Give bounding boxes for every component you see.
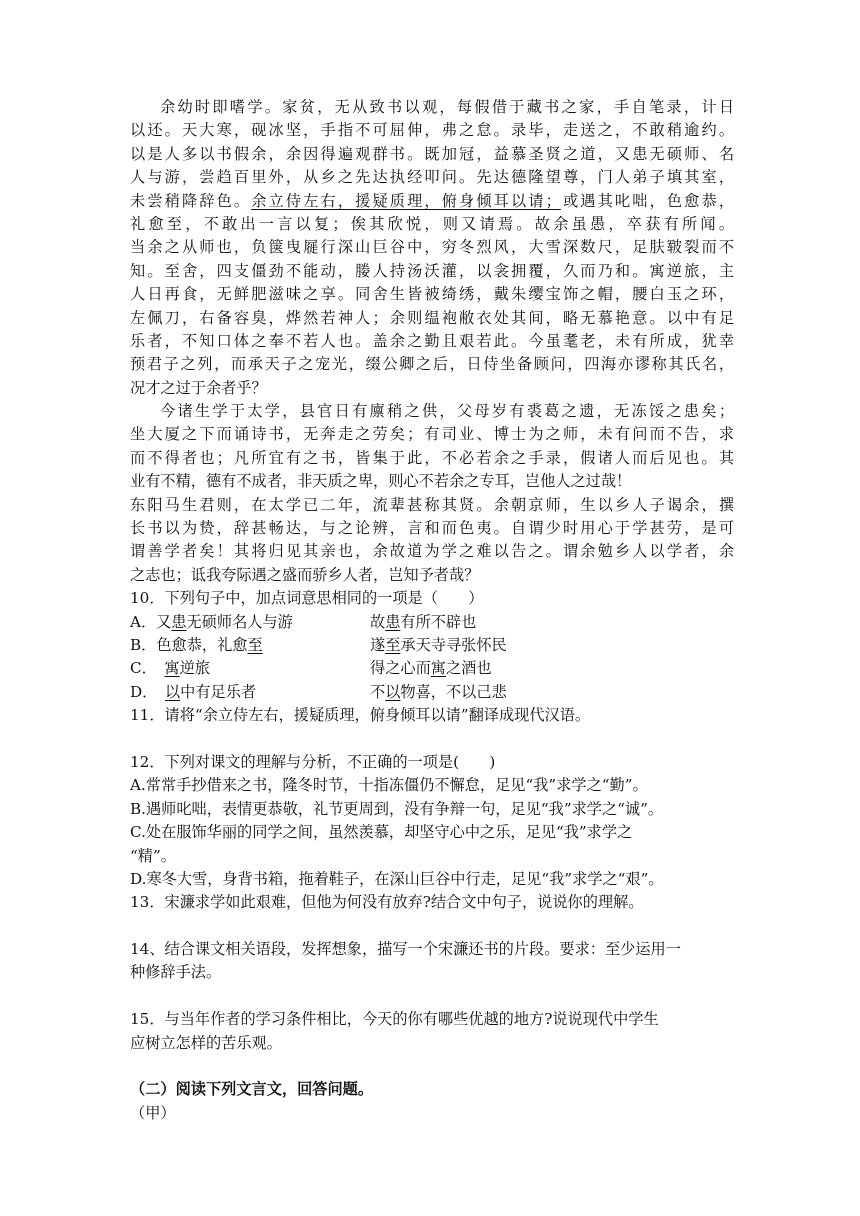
option-d: D.寒冬大雪，身背书箱，拖着鞋子，在深山巨谷中行走，足见“我”求学之“艰”。 [130,869,664,888]
text-line: 左佩刀，右备容臭，烨然若神人；余则缊袍敝衣处其间，略无慕艳意。以中有足 [130,308,734,327]
question-stem: 12．下列对课文的理解与分析，不正确的一项是( ) [130,752,496,771]
question-14 [130,938,734,985]
option-text: B．色愈恭，礼愈 [130,635,248,654]
option-a [130,611,734,634]
text-line: 坐大厦之下而诵诗书，无奔走之劳矣；有司业、博士为之师，未有问而不告，求 [130,425,734,444]
key-word: 至 [385,635,401,654]
text-line: 人与游，尝趋百里外，从乡之先达执经叩问。先达德隆望尊，门人弟子填其室， [130,168,734,187]
text-line: 礼愈至，不敢出一言以复；俟其欣悦，则又请焉。故余虽愚，卒获有所闻。 [130,214,734,233]
key-word: 患 [171,612,187,631]
text-line: 预君子之列，而承天子之宠光，缀公卿之后，日侍坐备顾问，四海亦谬称其氏名， [130,355,734,374]
passage-paragraph-2 [130,236,734,400]
option-b [130,634,734,657]
option-text: 中有足乐者 [180,682,257,701]
question-13: 13．宋濂求学如此艰难，但他为何没有放弃?结合文中句子，说说你的理解。 [130,893,644,912]
answer-space [130,1055,734,1078]
option-text: 无硕师名人与游 [186,612,293,631]
option-text: C． [130,659,165,678]
text-line: 乐者，不知口体之奉不若人也。盖余之勤且艰若此。今虽耄老，未有所成，犹幸 [130,331,734,350]
option-text: 有所不辟也 [400,612,477,631]
option-text: 物喜，不以己悲 [400,682,507,701]
key-word: 寓 [164,659,180,678]
question-line: 应树立怎样的苦乐观。 [130,1033,282,1052]
text-line: 之志也；诋我夸际遇之盛而骄乡人者，岂知予者哉？ [130,565,480,584]
option-text: 得之心而 [370,659,431,678]
option-b: B.遇师叱咄，表情更恭敬，礼节更周到，没有争辩一句，足见“我”求学之“诚”。 [130,799,664,818]
key-word: 患 [385,612,401,631]
passage-paragraph-4 [130,494,734,588]
passage-paragraph-3 [130,400,734,494]
text-line: 长书以为贽，辞甚畅达，与之论辨，言和而色夷。自谓少时用心于学甚劳，是可 [130,519,734,538]
answer-space [130,985,734,1008]
option-text: 逆旅 [179,659,210,678]
question-line: 种修辞手法。 [130,963,222,982]
key-word: 寓 [430,659,446,678]
text-line: 况才之过于余者乎？ [130,378,267,397]
answer-space [130,728,734,751]
passage-paragraph-1 [130,96,734,236]
text-line: 而不得者也；凡所宜有之书，皆集于此，不必若余之手录，假诸人而后见也。其 [130,448,734,467]
option-text: 承天寺寻张怀民 [400,635,507,654]
option-text: 不 [370,682,386,701]
question-10 [130,587,734,704]
option-c-continued: “精”。 [130,846,176,865]
underlined-sentence: 余立侍左右，援疑质理，俯身倾耳以请； [251,191,561,210]
section-heading: （二）阅读下列文言文，回答问题。 [130,1080,373,1099]
document-page [130,96,734,1125]
option-text: 之酒也 [445,659,492,678]
option-c [130,657,734,680]
text-line: 人日再食，无鲜肥滋味之享。同舍生皆被绮绣，戴朱缨宝饰之帽，腰白玉之环， [130,285,734,304]
question-12 [130,751,734,891]
text-line: 以还。天大寒，砚冰坚，手指不可屈伸，弗之怠。录毕，走送之，不敢稍逾约。 [130,121,734,140]
key-word: 至 [247,635,263,654]
question-11: 11．请将“余立侍左右，援疑质理，俯身倾耳以请”翻译成现代汉语。 [130,706,591,725]
option-text: 遂 [370,635,386,654]
answer-space [130,915,734,938]
text-line: 当余之从师也，负箧曳屣行深山巨谷中，穷冬烈风，大雪深数尺，足肤皲裂而不 [130,238,734,257]
text-line: 业有不精，德有不成者，非天质之卑，则心不若余之专耳，岂他人之过哉！ [130,472,632,491]
question-stem: 10．下列句子中，加点词意思相同的一项是（ ） [130,589,484,608]
question-15 [130,1008,734,1055]
text-line: 今诸生学于太学，县官日有廪稍之供，父母岁有裘葛之遗，无冻馁之患矣； [160,402,734,421]
section-subheading: （甲） [130,1103,176,1122]
key-word: 以 [385,682,401,701]
text-line: 谓善学者矣！其将归见其亲也，余故道为学之难以告之。谓余勉乡人以学者，余 [130,542,734,561]
option-d [130,681,734,704]
option-text: D． [130,682,165,701]
text-line: 余幼时即嗜学。家贫，无从致书以观，每假借于藏书之家，手自笔录，计日 [160,98,734,116]
text-line [130,190,734,213]
option-c: C.处在服饰华丽的同学之间，虽然羡慕，却坚守心中之乐，足见“我”求学之 [130,823,633,842]
text-line: 以是人多以书假余，余因得遍观群书。既加冠，益慕圣贤之道，又患无硕师、名 [130,144,734,163]
key-word: 以 [164,682,181,701]
question-line: 15．与当年作者的学习条件相比，今天的你有哪些优越的地方?说说现代中学生 [130,1010,659,1029]
text-segment: 未尝稍降辞色。 [130,191,252,210]
text-line: 东阳马生君则，在太学已二年，流辈甚称其贤。余朝京师，生以乡人子谒余，撰 [130,495,734,514]
question-line: 14、结合课文相关语段，发挥想象，描写一个宋濂还书的片段。要求：至少运用一 [130,940,681,959]
text-line: 知。至舍，四支僵劲不能动，媵人持汤沃灌，以衾拥覆，久而乃和。寓逆旅，主 [130,261,734,280]
text-segment: 或遇其叱咄，色愈恭， [560,191,735,210]
option-text: 故 [370,612,386,631]
option-text: A．又 [130,612,172,631]
option-a: A.常常手抄借来之书，隆冬时节，十指冻僵仍不懈怠，足见“我”求学之“勤”。 [130,776,648,795]
